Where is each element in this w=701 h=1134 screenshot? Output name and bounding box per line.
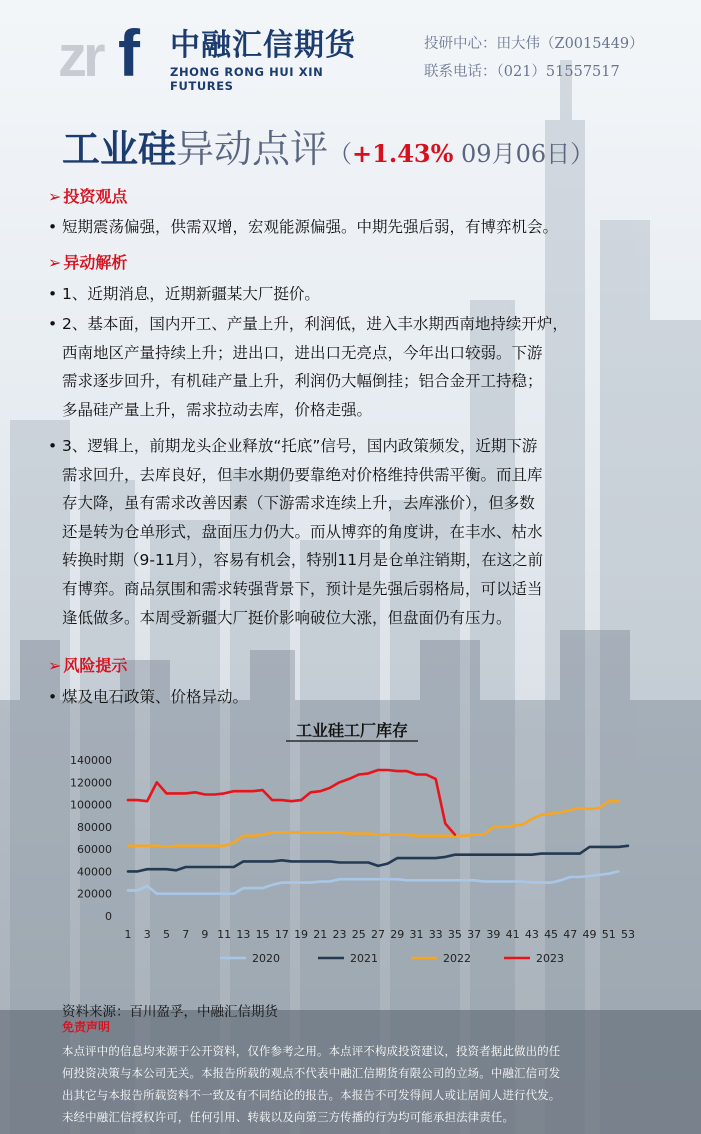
x-tick-label: 37 (467, 928, 482, 941)
title-date: 09月06日） (453, 140, 595, 168)
x-tick-label: 21 (313, 928, 328, 941)
chart-svg (58, 712, 646, 982)
y-tick-label: 100000 (70, 798, 112, 812)
title-paren-open: （ (328, 140, 353, 168)
risk-item: • 煤及电石政策、价格异动。 (62, 683, 692, 712)
analysis-item-3: • 3、逻辑上，前期龙头企业释放“托底”信号，国内政策频发，近期下游 需求回升，去库良好，但丰水期仍要靠绝对价格维持供需平衡。而且库 存大降，虽有需求改善因素（下游需求连续上升，去库涨价），但多数 还是转为仓单形式，盘面压力仍大。而从博弈的角度讲，在丰水、枯水 转换时期（9-11月），容易有机会，特别11月是仓单注销期，在这之前 有博弈。商品氛围和需求转强背景下，预计是先强后弱格局，可以适当 逢低做多。本周受新疆大厂挺价影响破位大涨，但盘面仍有压力。 (62, 432, 692, 632)
y-tick-label: 0 (105, 910, 112, 923)
analyst-line: 投研中心：田大伟（Z0015449） (424, 36, 644, 52)
x-tick-label: 41 (505, 928, 520, 941)
title-kind: 异动点评 (176, 127, 329, 171)
title-change: +1.43% (352, 139, 454, 168)
series-line-2020 (128, 871, 618, 893)
analysis-item-2: • 2、基本面，国内开工、产量上升，利润低，进入丰水期西南地持续开炉， 西南地区产量持续上升；进出口，进出口无亮点，今年出口较弱。下游 需求逐步回升，有机硅产量上升，利润仍大幅倒挂；铝合金开工持稳； 多晶硅产量上升，需求拉动去库，价格走强。 (62, 310, 692, 424)
svg-text:f: f (118, 18, 140, 80)
data-source: 资料来源：百川盈孚，中融汇信期货 (62, 1004, 278, 1020)
y-tick-label: 40000 (77, 865, 112, 879)
x-tick-label: 39 (486, 928, 501, 941)
phone-line: 联系电话：（021）51557517 (424, 64, 620, 80)
contact-block (424, 30, 644, 86)
x-tick-label: 1 (124, 928, 132, 941)
x-tick-label: 5 (162, 928, 170, 941)
x-tick-label: 25 (351, 928, 366, 941)
x-tick-label: 23 (332, 928, 347, 941)
svg-text:zr: zr (58, 24, 102, 80)
x-tick-label: 11 (217, 928, 232, 941)
y-tick-label: 120000 (70, 776, 112, 790)
legend-label-2023: 2023 (536, 952, 564, 965)
x-tick-label: 7 (182, 928, 190, 941)
chart-title: 工业硅工厂库存 (295, 721, 409, 740)
x-tick-label: 45 (544, 928, 559, 941)
page-title (62, 118, 594, 173)
series-line-2023 (128, 770, 455, 835)
section-risk-heading: ➢ 风险提示 (48, 656, 128, 675)
x-tick-label: 49 (582, 928, 597, 941)
x-tick-label: 29 (390, 928, 405, 941)
logo-chinese-name: 中融汇信期货 (170, 28, 356, 63)
x-tick-label: 15 (255, 928, 270, 941)
bullet-dot-icon: • (48, 688, 58, 706)
arrow-icon: ➢ (48, 187, 62, 206)
logo-mark (58, 18, 158, 80)
view-item: • 短期震荡偏强，供需双增，宏观能源偏强。中期先强后弱，有博弈机会。 (62, 213, 692, 242)
title-product: 工业硅 (62, 126, 177, 171)
legend-label-2020: 2020 (252, 952, 280, 965)
x-tick-label: 43 (524, 928, 539, 941)
y-tick-label: 20000 (77, 887, 112, 901)
x-tick-label: 35 (447, 928, 462, 941)
inventory-chart (58, 712, 646, 982)
bullet-dot-icon: • (48, 285, 58, 303)
arrow-icon: ➢ (48, 253, 62, 272)
x-tick-label: 53 (621, 928, 635, 941)
logo-english-name: ZHONG RONG HUI XIN FUTURES (170, 65, 324, 93)
x-tick-label: 47 (563, 928, 578, 941)
legend-label-2022: 2022 (443, 952, 471, 965)
y-tick-label: 80000 (77, 820, 112, 834)
bullet-dot-icon: • (48, 437, 58, 455)
analysis-item-1: • 1、近期消息，近期新疆某大厂挺价。 (62, 280, 692, 309)
x-tick-label: 13 (236, 928, 251, 941)
y-tick-label: 140000 (70, 754, 112, 767)
disclaimer-title: 免责声明 (62, 1020, 111, 1034)
bullet-dot-icon: • (48, 218, 58, 236)
disclaimer-text: 本点评中的信息均来源于公开资料，仅作参考之用。本点评不构成投资建议，投资者据此做出的任 何投资决策与本公司无关。本报告所载的观点不代表中融汇信期货有限公司的立场。中融汇信可发 出其它与本报告所载资料不一致及有不同结论的报告。本报告不可发得间人或让居间人进行代发。 未经中融汇信授权许可，任何引用、转载以及向第三方传播的行为均可能承担法律责任。 (62, 1044, 561, 1124)
section-analysis-heading: ➢ 异动解析 (48, 253, 128, 272)
x-tick-label: 31 (409, 928, 424, 941)
arrow-icon: ➢ (48, 656, 62, 675)
legend-label-2021: 2021 (350, 952, 378, 965)
section-view-heading: ➢ 投资观点 (48, 187, 128, 206)
bullet-dot-icon: • (48, 315, 58, 333)
x-tick-label: 3 (143, 928, 151, 941)
x-tick-label: 9 (201, 928, 209, 941)
y-tick-label: 60000 (77, 843, 112, 857)
x-tick-label: 19 (294, 928, 309, 941)
x-tick-label: 17 (274, 928, 289, 941)
series-line-2022 (128, 801, 618, 847)
x-tick-label: 33 (428, 928, 443, 941)
x-tick-label: 51 (601, 928, 616, 941)
series-line-2021 (128, 846, 628, 872)
company-logo (58, 10, 388, 93)
x-tick-label: 27 (371, 928, 385, 941)
